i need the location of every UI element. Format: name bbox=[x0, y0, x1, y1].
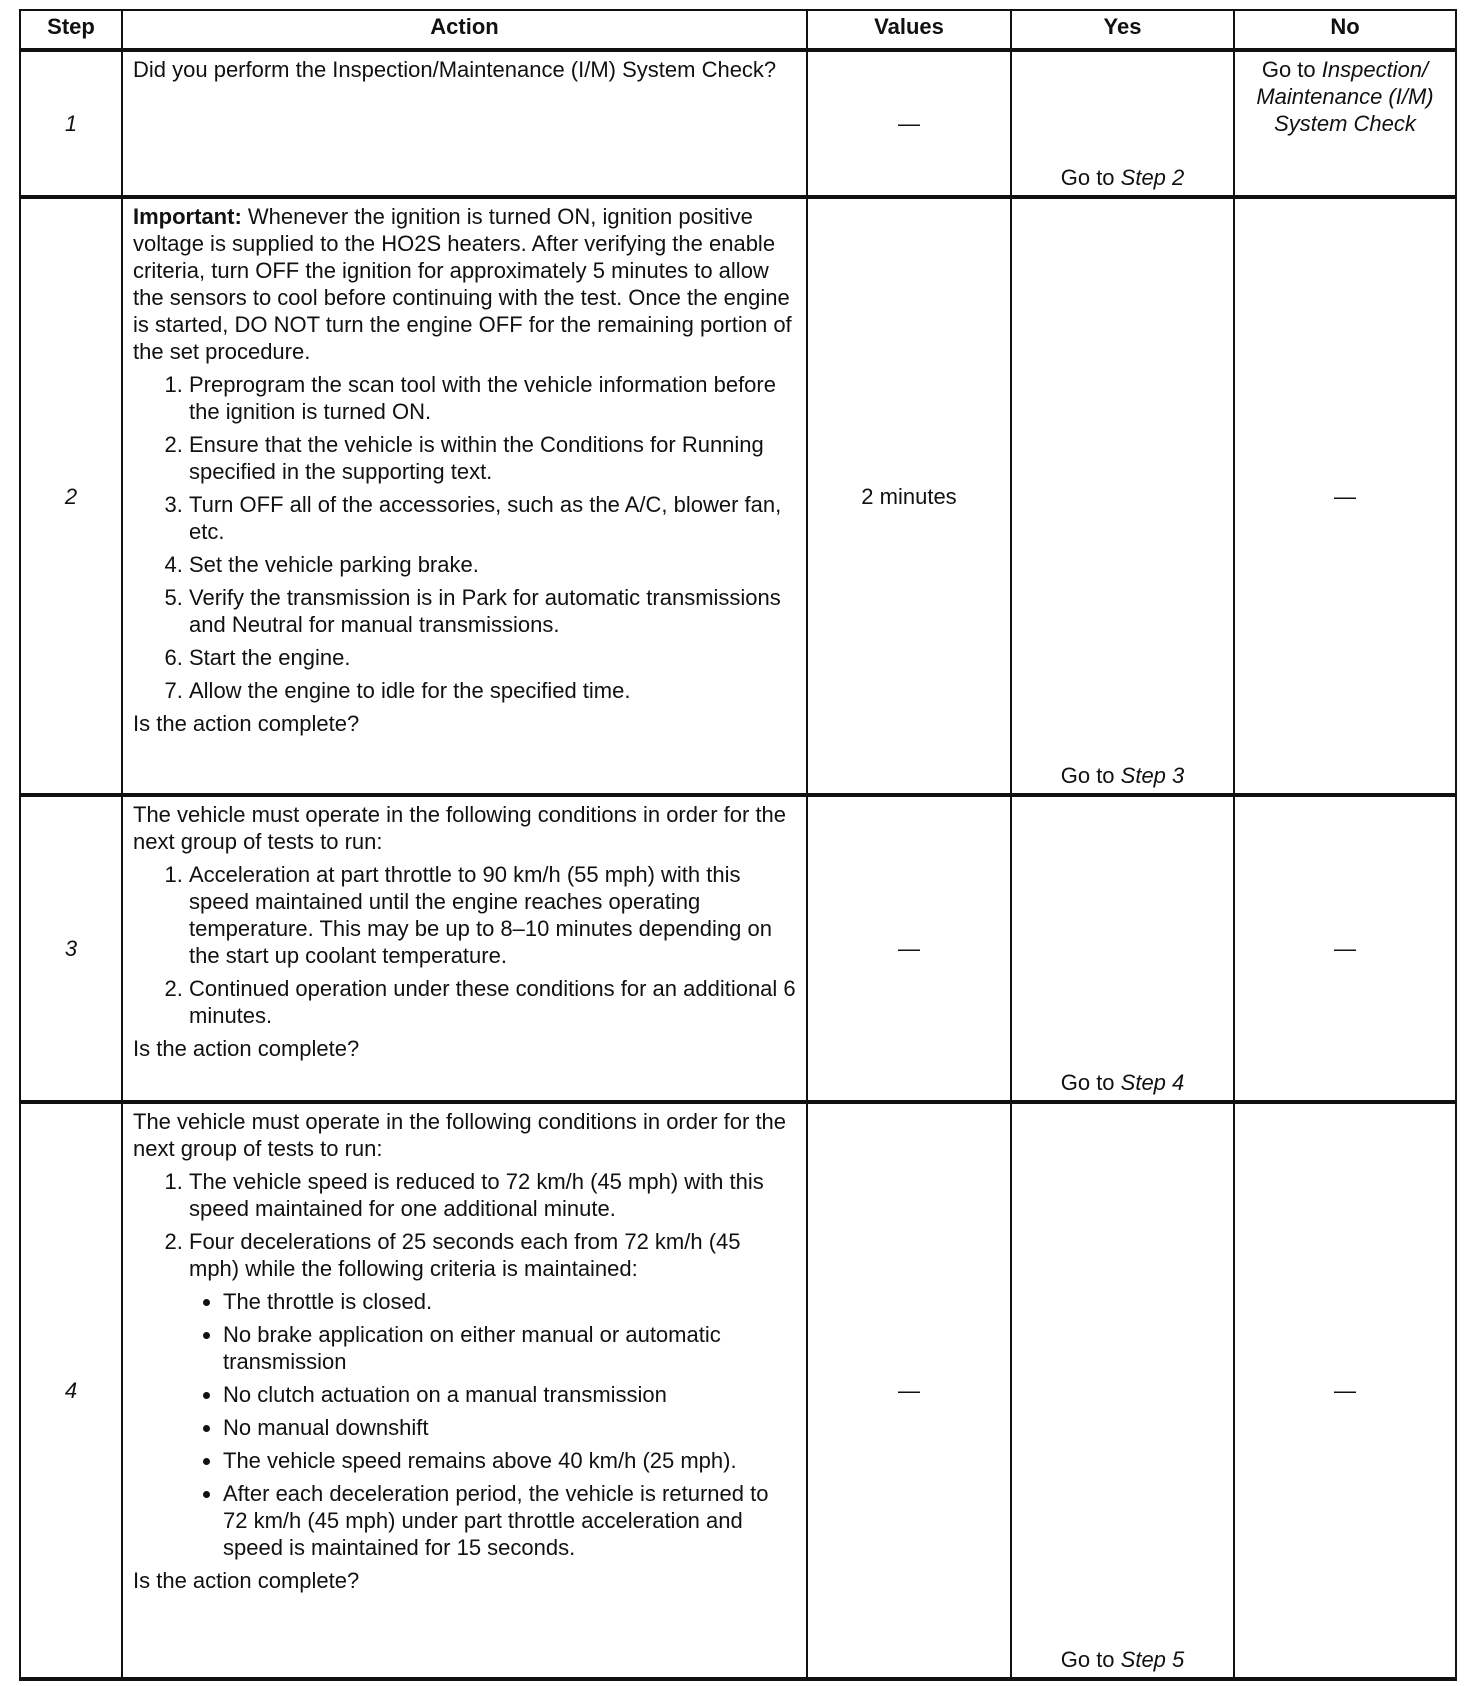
header-yes: Yes bbox=[1011, 10, 1234, 50]
list-item: 1. Preprogram the scan tool with the vehicle information before the ignition is turned ON. bbox=[189, 371, 796, 425]
list-item: 4. Set the vehicle parking brake. bbox=[189, 551, 796, 578]
yes-prefix: Go to bbox=[1060, 1070, 1121, 1095]
table-row bbox=[20, 50, 1456, 197]
list-item: 2. Four decelerations of 25 seconds each from 72 km/h (45 mph) while the following criteria is maintained: bbox=[189, 1228, 796, 1282]
yes-prefix: Go to bbox=[1060, 1647, 1121, 1672]
list-item: 1. The vehicle speed is reduced to 72 km/h (45 mph) with this speed maintained for one additional minute. bbox=[189, 1168, 796, 1222]
action-cell bbox=[122, 197, 807, 795]
question: Is the action complete? bbox=[133, 1036, 360, 1061]
yes-link[interactable]: Step 3 bbox=[1120, 763, 1185, 788]
header-row bbox=[20, 10, 1456, 50]
yes-cell bbox=[1011, 795, 1234, 1102]
important-label: Important: bbox=[133, 204, 242, 229]
yes-cell bbox=[1011, 50, 1234, 197]
yes-prefix: Go to bbox=[1060, 165, 1121, 190]
header-action: Action bbox=[122, 10, 807, 50]
list-item: 5. Verify the transmission is in Park for automatic transmissions and Neutral for manual transmissions. bbox=[189, 584, 796, 638]
no-cell: — bbox=[1234, 197, 1456, 795]
list-item: 2. Ensure that the vehicle is within the Conditions for Running specified in the supporting text. bbox=[189, 431, 796, 485]
list-item: 1. Acceleration at part throttle to 90 km/h (55 mph) with this speed maintained until the engine reaches operating temperature. This may be up to 8–10 minutes depending on the start up coolant temperature. bbox=[189, 861, 796, 969]
bullet-item: • After each deceleration period, the vehicle is returned to 72 km/h (45 mph) under part throttle acceleration and speed is maintained for 15 seconds. bbox=[223, 1480, 796, 1561]
value: — bbox=[807, 795, 1011, 1102]
bullet-item: • No brake application on either manual or automatic transmission bbox=[223, 1321, 796, 1375]
yes-cell bbox=[1011, 1102, 1234, 1679]
no-prefix: Go to bbox=[1261, 57, 1322, 82]
diagnostic-table bbox=[19, 9, 1457, 1681]
step-list bbox=[133, 371, 796, 704]
question: Is the action complete? bbox=[133, 711, 360, 736]
action-cell bbox=[122, 795, 807, 1102]
list-item: 2. Continued operation under these conditions for an additional 6 minutes. bbox=[189, 975, 796, 1029]
action-text: Did you perform the Inspection/Maintenance (I/M) System Check? bbox=[122, 50, 807, 197]
yes-link[interactable]: Step 4 bbox=[1120, 1070, 1185, 1095]
yes-link[interactable]: Step 2 bbox=[1120, 165, 1185, 190]
bullet-item: • No manual downshift bbox=[223, 1414, 796, 1441]
value: — bbox=[807, 50, 1011, 197]
bullet-item: • No clutch actuation on a manual transmission bbox=[223, 1381, 796, 1408]
bullet-item: • The vehicle speed remains above 40 km/h (25 mph). bbox=[223, 1447, 796, 1474]
yes-link[interactable]: Step 5 bbox=[1120, 1647, 1185, 1672]
no-link[interactable]: Inspection/ Maintenance (I/M) System Check bbox=[1256, 57, 1434, 136]
no-cell: — bbox=[1234, 1102, 1456, 1679]
step-number: 1 bbox=[20, 50, 122, 197]
table-row bbox=[20, 1102, 1456, 1679]
bullet-list bbox=[133, 1288, 796, 1561]
intro: The vehicle must operate in the following conditions in order for the next group of tests to run: bbox=[133, 802, 787, 854]
value: — bbox=[807, 1102, 1011, 1679]
step-list bbox=[133, 1168, 796, 1282]
list-item: 7. Allow the engine to idle for the specified time. bbox=[189, 677, 796, 704]
header-step: Step bbox=[20, 10, 122, 50]
step-number: 4 bbox=[20, 1102, 122, 1679]
yes-cell bbox=[1011, 197, 1234, 795]
header-no: No bbox=[1234, 10, 1456, 50]
list-item: 6. Start the engine. bbox=[189, 644, 796, 671]
step-number: 2 bbox=[20, 197, 122, 795]
action-cell bbox=[122, 1102, 807, 1679]
step-list bbox=[133, 861, 796, 1029]
yes-prefix: Go to bbox=[1060, 763, 1121, 788]
important-text: Whenever the ignition is turned ON, ignition positive voltage is supplied to the HO2S heaters. After verifying the enable criteria, turn OFF the ignition for approximately 5 minutes to allow the sensors to cool before continuing with the test. Once the engine is started, DO NOT turn the engine OFF for the remaining portion of the set procedure. bbox=[133, 204, 792, 364]
step-number: 3 bbox=[20, 795, 122, 1102]
table-row bbox=[20, 795, 1456, 1102]
no-cell: — bbox=[1234, 795, 1456, 1102]
header-values: Values bbox=[807, 10, 1011, 50]
no-cell bbox=[1234, 50, 1456, 197]
bullet-item: • The throttle is closed. bbox=[223, 1288, 796, 1315]
question: Is the action complete? bbox=[133, 1568, 360, 1593]
table-row bbox=[20, 197, 1456, 795]
value: 2 minutes bbox=[807, 197, 1011, 795]
list-item: 3. Turn OFF all of the accessories, such as the A/C, blower fan, etc. bbox=[189, 491, 796, 545]
intro: The vehicle must operate in the following conditions in order for the next group of tests to run: bbox=[133, 1109, 787, 1161]
